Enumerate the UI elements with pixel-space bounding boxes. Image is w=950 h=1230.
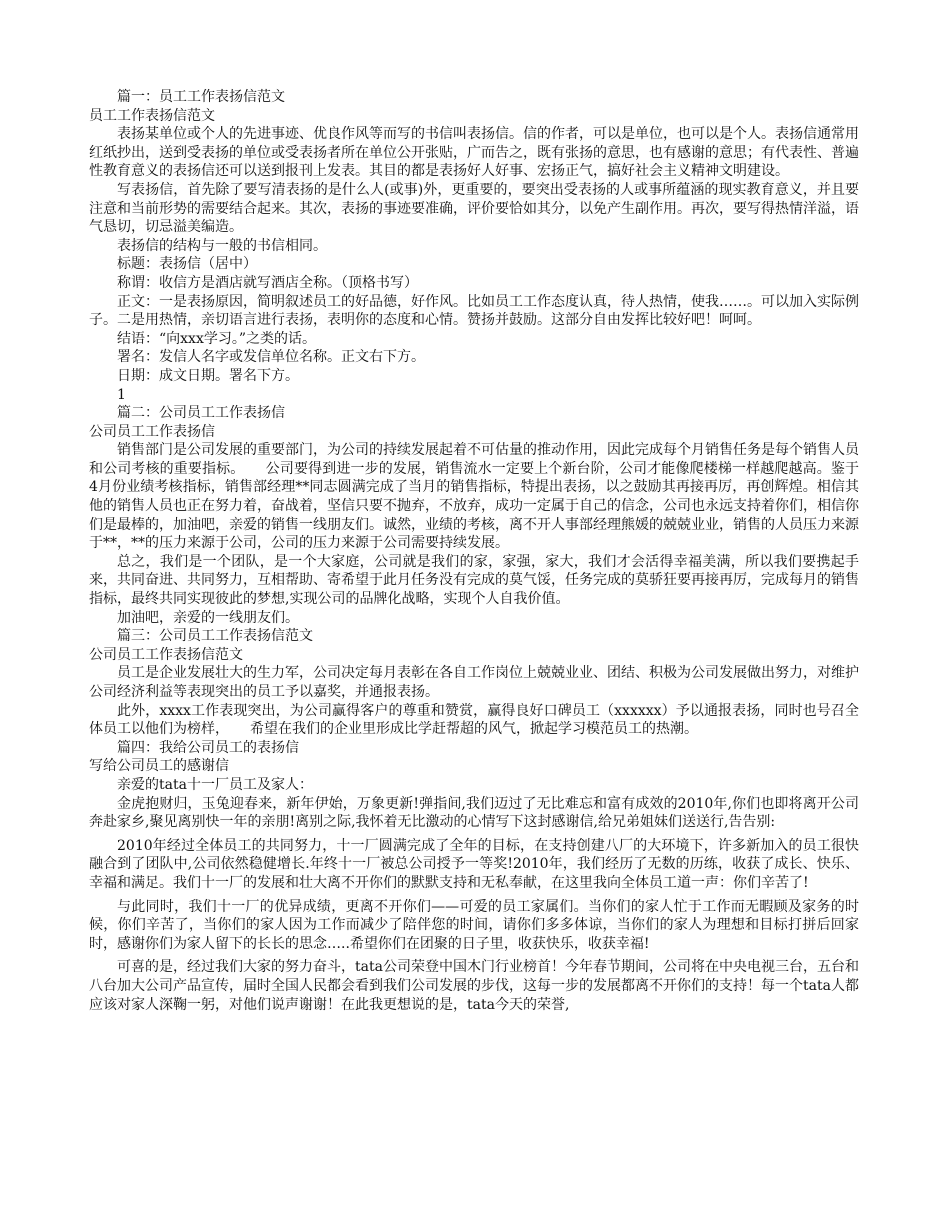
paragraph: 金虎抱财归，玉兔迎春来，新年伊始，万象更新!弹指间,我们迈过了无比难忘和富有成效的2010年,你们也即将离开公司奔赴家乡,聚见离别快一年的亲朋!离别之际,我怀着无比激动的心情写下这封感谢信,给兄弟姐妹们送送行,告告别:	[89, 795, 859, 831]
section-heading-1: 篇一：员工工作表扬信范文	[117, 89, 285, 105]
paragraph: 2010年经过全体员工的共同努力，十一厂圆满完成了全年的目标，在支持创建八厂的大环境下，许多新加入的员工很快融合到了团队中,公司依然稳健增长.年终十一厂被总公司授予一等奖!2010年，我们经历了无数的历练，收获了成长、快乐、幸福和满足。我们十一厂的发展和壮大离不开你们的默默支持和无私奉献，在这里我向全体员工道一声：你们辛苦了!	[89, 837, 859, 891]
paragraph: 与此同时，我们十一厂的优异成绩，更离不开你们——可爱的员工家属们。当你们的家人忙于工作而无暇顾及家务的时候，你们辛苦了，当你们的家人因为工作而减少了陪伴您的时间，请你们多多体谅，当你们的家人为理想和目标打拼后回家时，感谢你们为家人留下的长长的思念…..希望你们在团聚的日子里，收获快乐，收获幸福!	[89, 898, 859, 952]
paragraph: 销售部门是公司发展的重要部门，为公司的持续发展起着不可估量的推动作用，因此完成每个月销售任务是每个销售人员和公司考核的重要指标。 公司要得到进一步的发展，销售流水一定要上个新台阶，公司才能像爬楼梯一样越爬越高。鉴于4月份业绩考核指标，销售部经理**同志圆满完成了当月的销售指标，特提出表扬，以之鼓励其再接再厉，再创辉煌。相信其他的销售人员也正在努力着，奋战着，坚信只要不抛弃，不放弃，成功一定属于自己的信念，公司也永远支持着你们，相信你们是最棒的，加油吧，亲爱的销售一线朋友们。诚然，业绩的考核，离不开人事部经理熊媛的兢兢业业，销售的人员压力来源于**，**的压力来源于公司，公司的压力来源于公司需要持续发展。	[89, 442, 859, 552]
paragraph: 总之，我们是一个团队，是一个大家庭，公司就是我们的家，家强，家大，我们才会活得幸福美满，所以我们要携起手来，共同奋进、共同努力，互相帮助、寄希望于此月任务没有完成的莫气馁，任务完成的莫骄狂要再接再厉，完成每月的销售指标，最终共同实现彼此的梦想,实现公司的品牌化战略，实现个人自我价值。	[89, 553, 859, 608]
section-heading-4: 篇四：我给公司员工的表扬信	[117, 739, 299, 756]
paragraph: 结语：“向xxx学习。”之类的话。	[117, 330, 317, 347]
paragraph: 表扬某单位或个人的先进事迹、优良作风等而写的书信叫表扬信。信的作者，可以是单位，也可以是个人。表扬信通常用红纸抄出，送到受表扬的单位或受表扬者所在单位公开张贴，广而告之，既有张扬的意思，也有感谢的意思；有代表性、普遍性教育意义的表扬信还可以送到报刊上发表。其目的都是表扬好人好事、宏扬正气，搞好社会主义精神文明建设。	[89, 126, 859, 180]
paragraph: 标题：表扬信（居中）	[117, 256, 257, 273]
section-title-2: 公司员工工作表扬信	[89, 423, 215, 440]
paragraph: 正文：一是表扬原因，简明叙述员工的好品德，好作风。比如员工工作态度认真，待人热情，使我……。可以加入实际例子。二是用热情，亲切语言进行表扬，表明你的态度和心情。赞扬并鼓励。这部分自由发挥比较好吧！呵呵。	[89, 293, 859, 329]
section-heading-3: 篇三：公司员工工作表扬信范文	[117, 628, 313, 645]
paragraph: 员工是企业发展壮大的生力军，公司决定每月表彰在各自工作岗位上兢兢业业、团结、积极为公司发展做出努力，对维护公司经济利益等表现突出的员工予以嘉奖，并通报表扬。	[89, 665, 859, 700]
document-page	[89, 88, 859, 1014]
paragraph: 称谓：收信方是酒店就写酒店全称。（顶格书写）	[117, 274, 418, 291]
section-title-3: 公司员工工作表扬信范文	[89, 646, 243, 663]
paragraph: 加油吧，亲爱的一线朋友们。	[117, 609, 299, 626]
paragraph: 署名：发信人名字或发信单位名称。正文右下方。	[117, 349, 425, 366]
letter-salutation: 亲爱的tata十一厂员工及家人：	[117, 776, 313, 793]
paragraph: 日期：成文日期。署名下方。	[117, 367, 299, 384]
section-title-4: 写给公司员工的感谢信	[89, 758, 229, 775]
section-title-1: 员工工作表扬信范文	[89, 107, 215, 124]
paragraph: 写表扬信，首先除了要写清表扬的是什么人(或事)外，更重要的，要突出受表扬的人或事所蕴涵的现实教育意义，并且要注意和当前形势的需要结合起来。其次，表扬的事迹要准确，评价要恰如其分，以免产生副作用。再次，要写得热情洋溢，语气恳切，切忌溢美编造。	[89, 181, 859, 236]
page-number: 1	[117, 386, 126, 403]
paragraph: 可喜的是，经过我们大家的努力奋斗，tata公司荣登中国木门行业榜首！今年春节期间，公司将在中央电视三台，五台和八台加大公司产品宣传，届时全国人民都会看到我们公司发展的步伐，这每一步的发展都离不开你们的支持！每一个tata人都应该对家人深鞠一躬，对他们说声谢谢！在此我更想说的是，tata今天的荣誉,	[89, 959, 859, 1013]
paragraph: 表扬信的结构与一般的书信相同。	[117, 237, 327, 254]
paragraph: 此外，xxxx工作表现突出，为公司赢得客户的尊重和赞赏，赢得良好口碑员工（xxxxxx）予以通报表扬，同时也号召全体员工以他们为榜样， 希望在我们的企业里形成比学赶帮超的风气，掀起学习模范员工的热潮。	[89, 702, 859, 738]
section-heading-2: 篇二：公司员工工作表扬信	[117, 405, 285, 422]
